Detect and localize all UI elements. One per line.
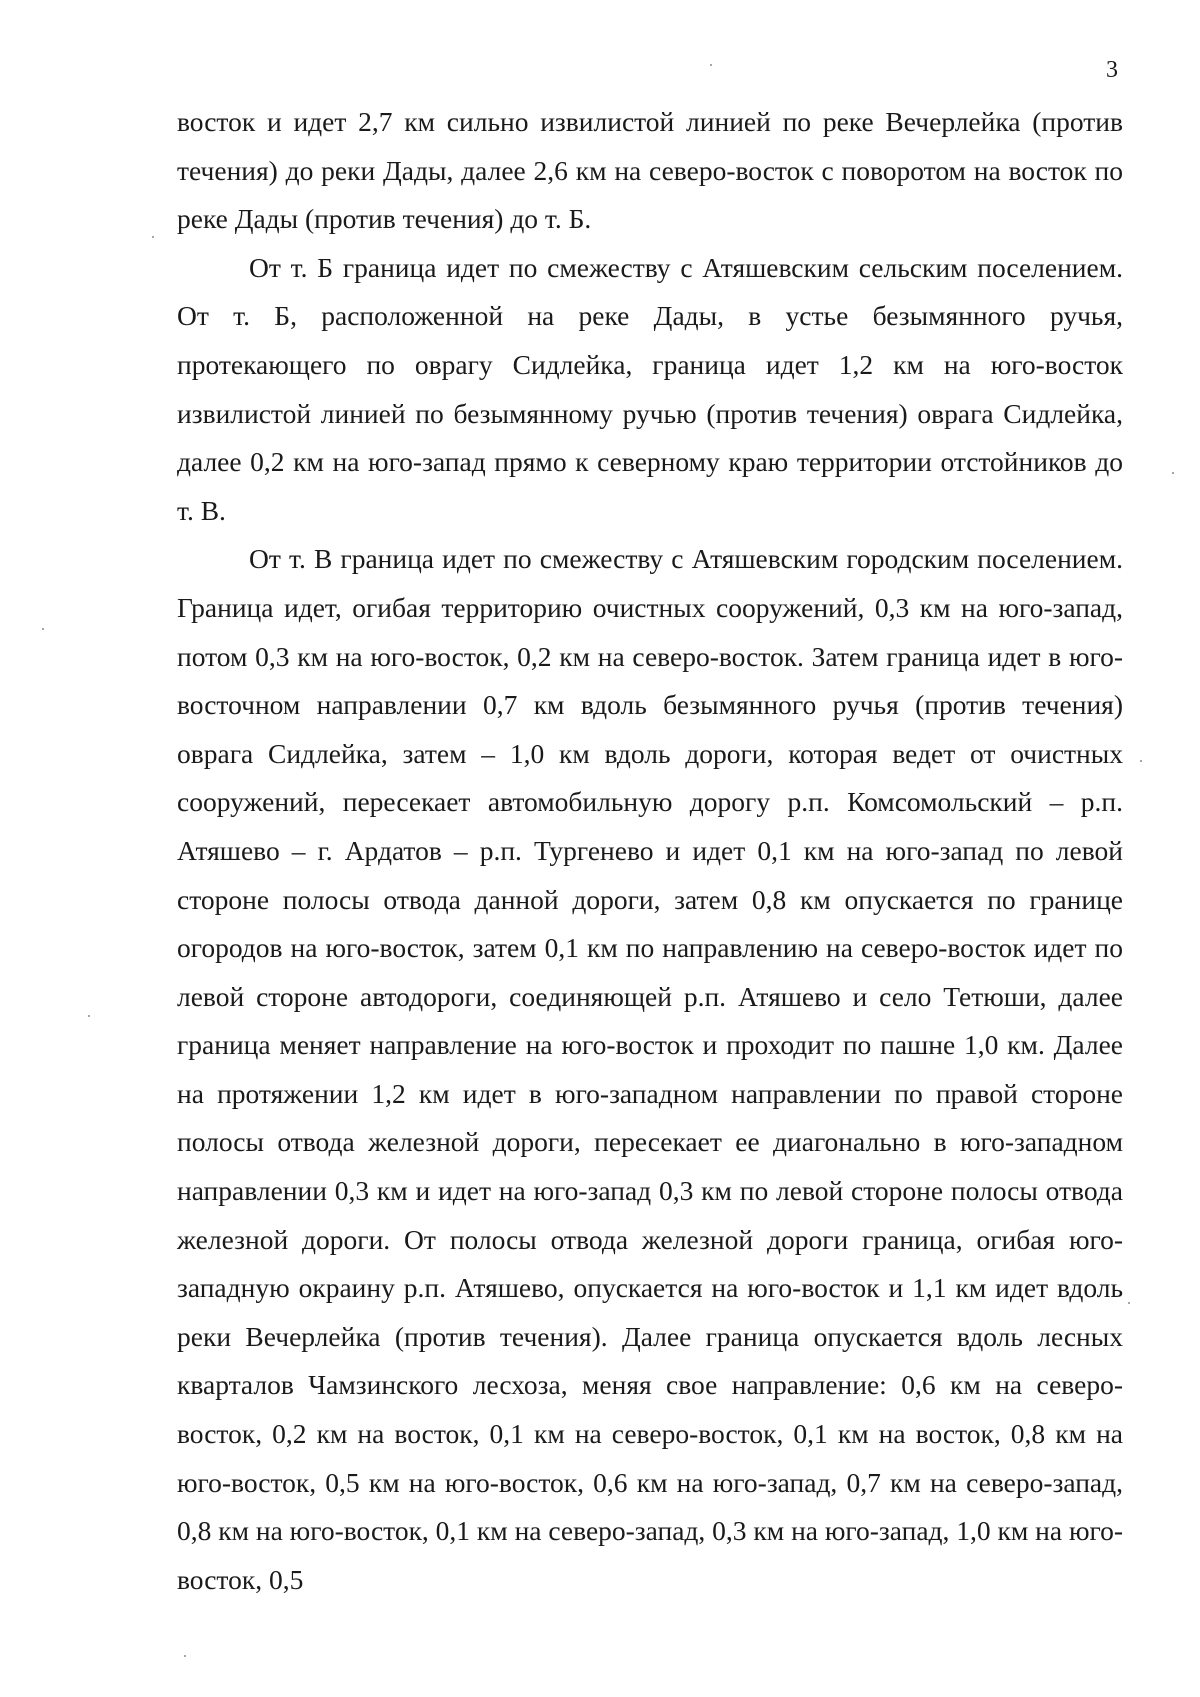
scan-speck	[152, 236, 154, 238]
paragraph-continuation: восток и идет 2,7 км сильно извилистой линией по реке Вечерлейка (против течения) до реки Дады, далее 2,6 км на северо-восток с поворотом на восток по реке Дады (против течения) до т. Б.	[177, 106, 1123, 235]
paragraph-point-v: От т. В граница идет по смежеству с Атяшевским городским поселением. Граница идет, огибая территорию очистных сооружений, 0,3 км на юго-запад, потом 0,3 км на юго-восток, 0,2 км на северо-восток. Затем граница идет в юго-восточном направлении 0,7 км вдоль безымянного ручья (против течения) оврага Сидлейка, затем – 1,0 км вдоль дороги, которая ведет от очистных сооружений, пересекает автомобильную дорогу р.п. Комсомольский – р.п. Атяшево – г. Ардатов – р.п. Тургенево и идет 0,1 км на юго-запад по левой стороне полосы отвода данной дороги, затем 0,8 км опускается по границе огородов на юго-восток, затем 0,1 км по направлению на северо-восток идет по левой стороне автодороги, соединяющей р.п. Атяшево и село Тетюши, далее граница меняет направление на юго-восток и проходит по пашне 1,0 км. Далее на протяжении 1,2 км идет в юго-западном направлении по правой стороне полосы отвода железной дороги, пересекает ее диагонально в юго-западном направлении 0,3 км и идет на юго-запад 0,3 км по левой стороне полосы отвода железной дороги. От полосы отвода железной дороги граница, огибая юго-западную окраину р.п. Атяшево, опускается на юго-восток и 1,1 км идет вдоль реки Вечерлейка (против течения). Далее граница опускается вдоль лесных кварталов Чамзинского лесхоза, меняя свое направление: 0,6 км на северо-восток, 0,2 км на восток, 0,1 км на северо-восток, 0,1 км на восток, 0,8 км на юго-восток, 0,5 км на юго-восток, 0,6 км на юго-запад, 0,7 км на северо-запад, 0,8 км на юго-восток, 0,1 км на северо-запад, 0,3 км на юго-запад, 1,0 км на юго-восток, 0,5	[177, 543, 1124, 1595]
page-number: 3	[1106, 57, 1118, 83]
scan-speck	[1140, 760, 1142, 762]
paragraph-point-b: От т. Б граница идет по смежеству с Атяшевским сельским поселением. От т. Б, расположенной на реке Дады, в устье безымянного ручья, протекающего по оврагу Сидлейка, граница идет 1,2 км на юго-восток извилистой линией по безымянному ручью (против течения) оврага Сидлейка, далее 0,2 км на юго-запад прямо к северному краю территории отстойников до т. В.	[177, 251, 1123, 526]
scan-speck	[1172, 472, 1174, 474]
scan-speck	[710, 64, 712, 66]
scan-speck	[88, 1015, 90, 1017]
scan-speck	[184, 1655, 186, 1657]
scan-speck	[42, 628, 44, 630]
document-body	[177, 98, 1123, 1604]
scan-speck	[1128, 1302, 1130, 1304]
